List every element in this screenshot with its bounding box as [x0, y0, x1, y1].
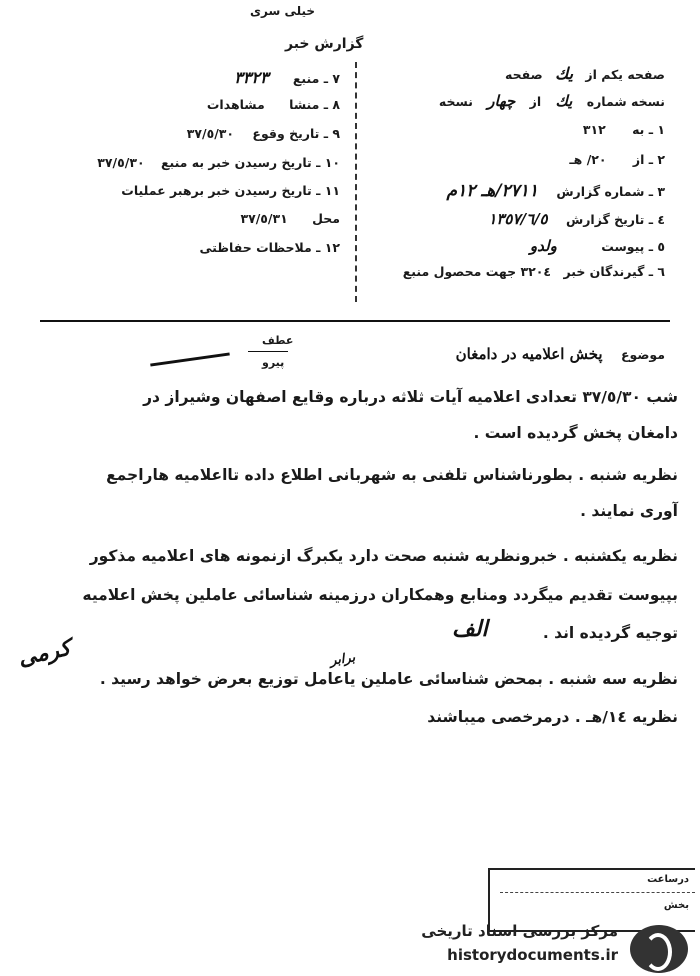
column-divider [355, 62, 357, 302]
body-line: شب ٣٧/٥/٣٠ تعدادى اعلاميه آيات ثلاثه درباره وقايع اصفهان وشيراز در [143, 388, 678, 406]
security-notes-row: ١٢ ـ ملاحظات حفاظتى [199, 240, 340, 255]
form-title: گزارش خبر [285, 36, 364, 52]
body-line: نظريه شنبه . بطورناشناس تلفنى به شهربانى اطلاع داده تااعلاميه هاراجمع [106, 466, 678, 484]
attachment-row: ٥ ـ پيوست ولدو [529, 237, 665, 255]
body-line: دامغان پخش گرديده است . [473, 424, 678, 442]
body-line: نظريه سه شنبه . بمحض شناسائى عاملين ياعامل توزيع بعرض خواهد رسيد . [99, 670, 678, 688]
handwritten-stroke [150, 352, 230, 366]
watermark-name: مركز بررسى اسناد تاريخى [421, 922, 618, 940]
source-received-date-row: ١٠ ـ تاريخ رسيدن خبر به منبع ٣٧/٥/٣٠ [97, 155, 340, 170]
subject-row: موضوع پخش اعلاميه در دامغان [455, 345, 665, 363]
body-line: نظريه ١٤/هـ . درمرخصى ميباشند [427, 708, 678, 726]
handwritten-mark: الف [452, 616, 488, 642]
location-row: محل ٣٧/٥/٣١ [240, 211, 340, 226]
source-row: ٧ ـ منبع ٣٣٢٣ [234, 68, 340, 87]
atf-label: عطف [262, 334, 294, 347]
stamp-line: بخش [663, 900, 689, 911]
stamp-line: درساعت [647, 874, 689, 885]
stamp-rule [500, 892, 695, 893]
copy-number-row: نسخه شماره يك از چهار نسخه [438, 92, 665, 110]
page-number-row: صفحه يكم از يك صفحه [505, 64, 665, 83]
to-row: ١ ـ به ٣١٢ [582, 122, 665, 137]
origin-row: ٨ ـ منشا مشاهدات [206, 97, 340, 112]
from-row: ٢ ـ از ٢٠/ هـ [569, 152, 665, 167]
margin-signature: كرمى [15, 634, 73, 672]
body-line: توجيه گرديده اند . [542, 624, 678, 642]
header-divider [40, 320, 670, 322]
peyro-label: پيرو [262, 356, 285, 369]
recipients-row: ٦ ـ گيرندگان خبر ٣٢٠٤ جهت محصول منبع [402, 264, 665, 279]
report-date-row: ٤ ـ تاريخ گزارش ١٣٥٧/٦/٥ [488, 210, 665, 228]
archive-logo-icon [630, 925, 688, 973]
classification-heading: خيلى سرى [250, 4, 316, 18]
body-line: نظريه يكشنبه . خبرونظريه شنبه صحت دارد يكبرگ ازنمونه هاى اعلاميه مذكور [89, 547, 678, 565]
approval-note: برابر [329, 650, 357, 669]
body-line: بپيوست تقديم ميگردد ومنابع وهمكاران درزمينه شناسائى عاملين پخش اعلاميه [82, 586, 678, 604]
report-number-row: ٣ ـ شماره گزارش ٢٧١١/هـ ١٢م [446, 181, 665, 201]
watermark-url: historydocuments.ir [447, 946, 618, 964]
atf-divider [248, 351, 288, 352]
ops-received-date-row: ١١ ـ تاريخ رسيدن خبر برهبر عمليات [121, 183, 340, 198]
occurrence-date-row: ٩ ـ تاريخ وقوع ٣٧/٥/٣٠ [186, 126, 340, 141]
body-line: آورى نمايند . [580, 502, 678, 520]
